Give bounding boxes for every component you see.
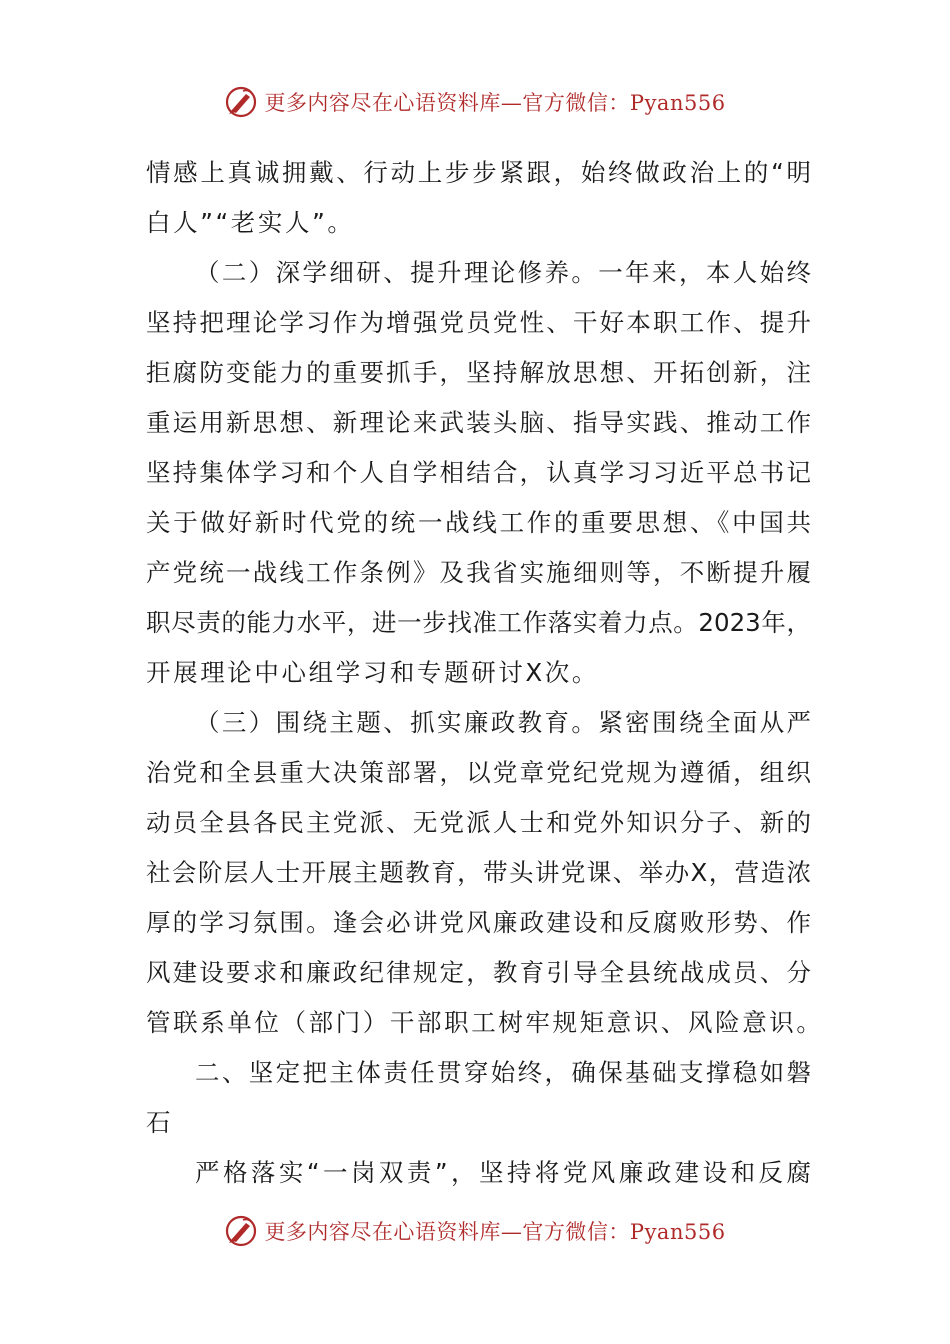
watermark-text: 更多内容尽在心语资料库—官方微信：Pyan556: [264, 91, 726, 115]
pen-nib-logo-icon: [224, 85, 258, 119]
text-line: 坚持把理论学习作为增强党员党性、干好本职工作、提升: [146, 308, 811, 337]
text-line: 动员全县各民主党派、无党派人士和党外知识分子、新的: [146, 808, 811, 837]
text-line: 社会阶层人士开展主题教育，带头讲党课、举办X，营造浓: [146, 858, 811, 887]
footer-watermark: [0, 1213, 950, 1249]
text-line: 关于做好新时代党的统一战线工作的重要思想、《中国共: [146, 508, 811, 537]
text-line: 职尽责的能力水平，进一步找准工作落实着力点。2023年，: [146, 608, 811, 637]
text-line: 坚持集体学习和个人自学相结合，认真学习习近平总书记: [146, 458, 811, 487]
text-line: 风建设要求和廉政纪律规定，教育引导全县统战成员、分: [146, 958, 811, 987]
section-heading: 二、坚定把主体责任贯穿始终，确保基础支撑稳如磐: [195, 1058, 811, 1087]
header-watermark: [0, 84, 950, 120]
text-line: 开展理论中心组学习和专题研讨X次。: [146, 658, 599, 687]
pen-nib-logo-icon: [224, 1214, 258, 1248]
text-line: 白人”“老实人”。: [146, 208, 355, 237]
document-body: [146, 148, 824, 1198]
text-line: 治党和全县重大决策部署，以党章党纪党规为遵循，组织: [146, 758, 811, 787]
text-line: 厚的学习氛围。逢会必讲党风廉政建设和反腐败形势、作: [146, 908, 811, 937]
text-line: 情感上真诚拥戴、行动上步步紧跟，始终做政治上的“明: [146, 158, 811, 187]
text-line: （三）围绕主题、抓实廉政教育。紧密围绕全面从严: [195, 708, 811, 737]
text-line: 重运用新思想、新理论来武装头脑、指导实践、推动工作: [146, 408, 811, 437]
text-line: 产党统一战线工作条例》及我省实施细则等，不断提升履: [146, 558, 811, 587]
text-line: 严格落实“一岗双责”，坚持将党风廉政建设和反腐: [195, 1158, 811, 1187]
watermark-text: 更多内容尽在心语资料库—官方微信：Pyan556: [264, 1220, 726, 1244]
text-line: 拒腐防变能力的重要抓手，坚持解放思想、开拓创新，注: [146, 358, 811, 387]
text-line: （二）深学细研、提升理论修养。一年来，本人始终: [195, 258, 811, 287]
text-line: 管联系单位（部门）干部职工树牢规矩意识、风险意识。: [146, 1008, 824, 1037]
section-heading-continued: 石: [146, 1108, 174, 1137]
